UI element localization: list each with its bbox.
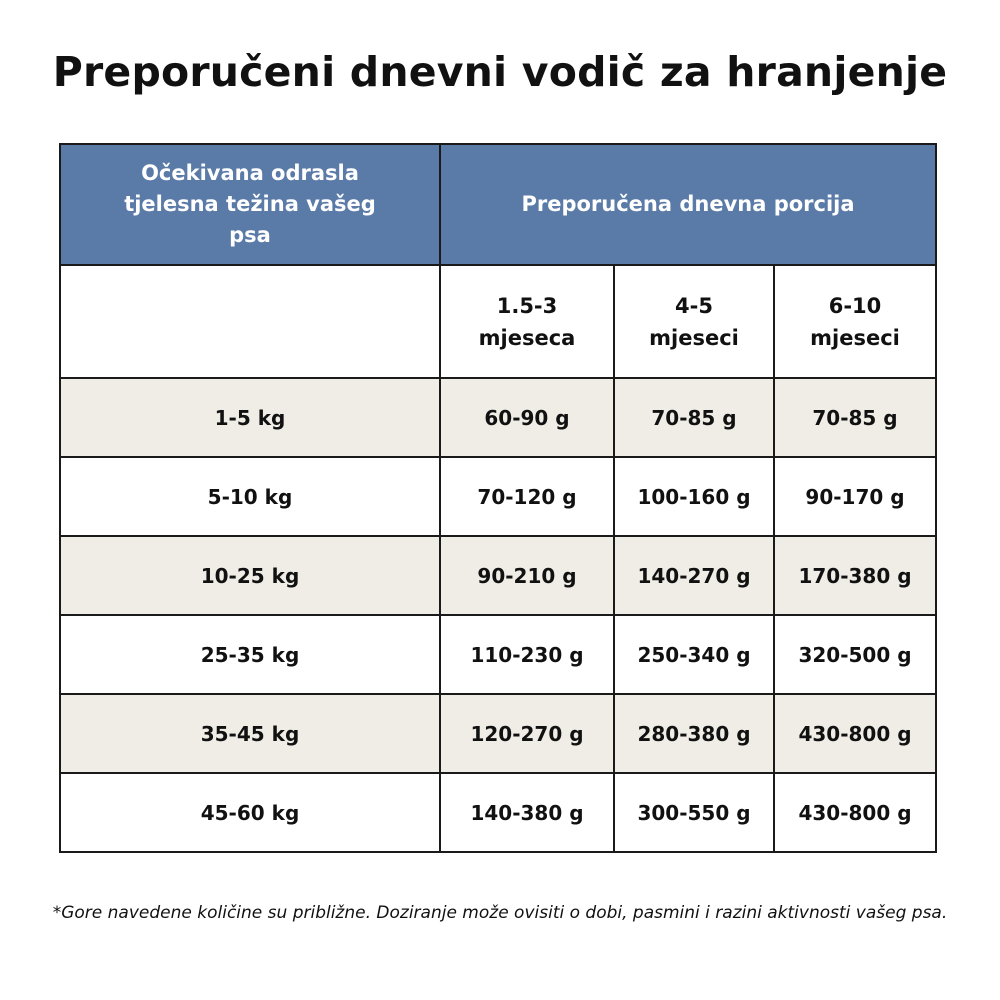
weight-cell: 25-35 kg bbox=[60, 615, 440, 694]
portion-cell: 140-380 g bbox=[440, 773, 614, 852]
weight-column-header bbox=[60, 144, 440, 265]
portion-cell: 60-90 g bbox=[440, 378, 614, 457]
table-header-row bbox=[60, 144, 936, 265]
portion-cell: 90-210 g bbox=[440, 536, 614, 615]
weight-column-header-text: Očekivana odrasla tjelesna težina vašeg psa bbox=[124, 161, 376, 247]
portion-cell: 170-380 g bbox=[774, 536, 936, 615]
age-column-1-line1: 4-5 bbox=[675, 293, 713, 318]
weight-cell: 5-10 kg bbox=[60, 457, 440, 536]
page-title: Preporučeni dnevni vodič za hranjenje bbox=[52, 48, 948, 96]
age-column-2-line1: 6-10 bbox=[828, 293, 882, 318]
table-row bbox=[60, 615, 936, 694]
table-row bbox=[60, 378, 936, 457]
weight-cell: 1-5 kg bbox=[60, 378, 440, 457]
portion-cell: 70-120 g bbox=[440, 457, 614, 536]
table-row bbox=[60, 773, 936, 852]
portion-cell: 110-230 g bbox=[440, 615, 614, 694]
age-column-2-line2: mjeseci bbox=[810, 325, 900, 350]
portion-cell: 430-800 g bbox=[774, 773, 936, 852]
age-subheader-row bbox=[60, 265, 936, 378]
portion-cell: 250-340 g bbox=[614, 615, 774, 694]
table-row bbox=[60, 536, 936, 615]
portion-column-header: Preporučena dnevna porcija bbox=[440, 144, 936, 265]
age-column-0-line1: 1.5-3 bbox=[496, 293, 558, 318]
portion-cell: 280-380 g bbox=[614, 694, 774, 773]
portion-cell: 300-550 g bbox=[614, 773, 774, 852]
weight-cell: 45-60 kg bbox=[60, 773, 440, 852]
age-column-1 bbox=[614, 265, 774, 378]
portion-cell: 90-170 g bbox=[774, 457, 936, 536]
footnote: *Gore navedene količine su približne. Doziranje može ovisiti o dobi, pasmini i razini aktivnosti vašeg psa. bbox=[52, 903, 948, 923]
age-column-2 bbox=[774, 265, 936, 378]
age-column-0 bbox=[440, 265, 614, 378]
weight-cell: 35-45 kg bbox=[60, 694, 440, 773]
empty-cell bbox=[60, 265, 440, 378]
portion-cell: 120-270 g bbox=[440, 694, 614, 773]
portion-cell: 320-500 g bbox=[774, 615, 936, 694]
portion-cell: 100-160 g bbox=[614, 457, 774, 536]
feeding-table bbox=[59, 143, 937, 853]
portion-cell: 140-270 g bbox=[614, 536, 774, 615]
age-column-0-line2: mjeseca bbox=[478, 325, 576, 350]
age-column-1-line2: mjeseci bbox=[649, 325, 739, 350]
table-row bbox=[60, 457, 936, 536]
portion-cell: 70-85 g bbox=[774, 378, 936, 457]
table-row bbox=[60, 694, 936, 773]
portion-cell: 70-85 g bbox=[614, 378, 774, 457]
weight-cell: 10-25 kg bbox=[60, 536, 440, 615]
portion-cell: 430-800 g bbox=[774, 694, 936, 773]
